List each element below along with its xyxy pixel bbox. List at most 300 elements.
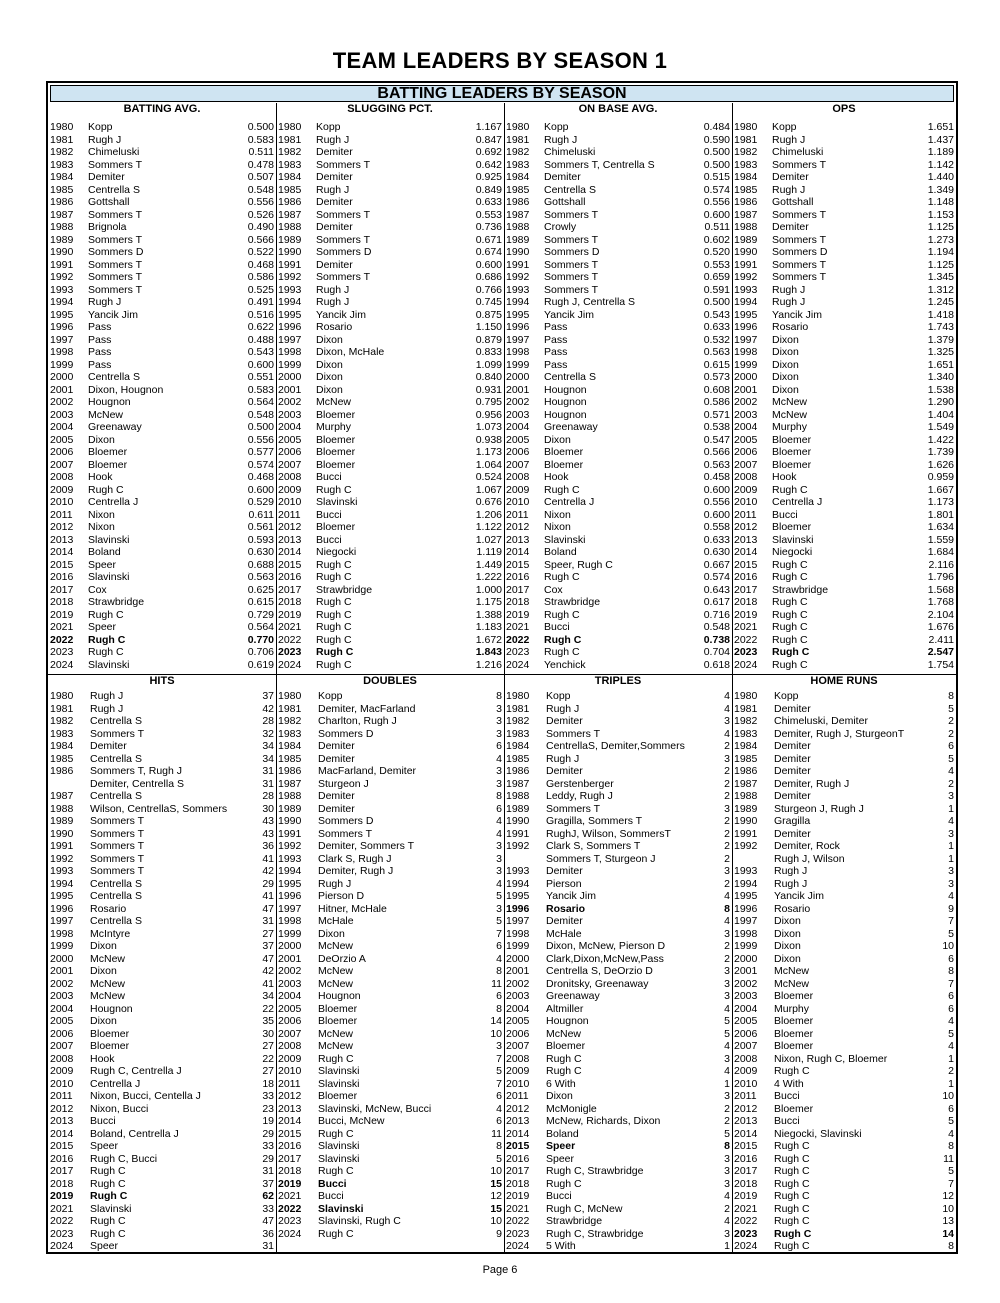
leader-row	[48, 371, 276, 384]
year-cell: 2007	[278, 1027, 302, 1040]
value-cell: 0.738	[703, 633, 730, 646]
player-cell: Chimeluski	[88, 146, 140, 158]
player-cell: McHale	[546, 927, 582, 940]
leader-row	[48, 184, 276, 197]
player-cell: McIntyre	[90, 927, 131, 940]
leader-row	[48, 421, 276, 434]
leader-row	[504, 121, 732, 134]
player-cell: Rosario	[546, 902, 586, 915]
player-cell: Chimeluski	[772, 146, 824, 158]
player-cell: Strawbridge	[316, 583, 373, 596]
value-cell: 5	[948, 927, 954, 940]
year-cell: 2001	[50, 965, 74, 977]
leader-row	[504, 1015, 732, 1028]
player-cell: Brignola	[88, 221, 127, 233]
leader-row	[48, 321, 276, 334]
leader-row	[48, 596, 276, 609]
leader-row	[48, 1103, 276, 1116]
leader-row	[276, 753, 504, 766]
year-cell: 1980	[506, 690, 530, 702]
value-cell: 34	[262, 990, 274, 1002]
year-cell: 2013	[50, 533, 74, 546]
player-cell: Demiter, Centrella S	[90, 777, 184, 790]
year-cell: 2008	[734, 471, 758, 483]
leader-row	[48, 521, 276, 534]
value-cell: 0.633	[475, 196, 502, 208]
player-cell: Pierson	[546, 877, 582, 890]
year-cell: 2004	[506, 1002, 530, 1015]
value-cell: 4	[948, 1015, 954, 1027]
leader-row	[504, 965, 732, 978]
player-cell: Gottshall	[772, 196, 814, 208]
year-cell: 2003	[506, 990, 530, 1002]
player-cell: Sommers T	[90, 865, 145, 877]
leader-row	[732, 1215, 956, 1228]
value-cell: 0.556	[247, 196, 274, 208]
player-cell: Demiter, Rugh J, SturgeonT	[774, 727, 905, 740]
leader-row	[48, 703, 276, 716]
player-cell: Bucci	[316, 533, 342, 546]
leader-row	[276, 1053, 504, 1066]
year-cell: 1984	[734, 740, 758, 752]
value-cell: 0.564	[247, 396, 274, 408]
player-cell: Rugh C	[90, 1165, 126, 1177]
year-cell: 2007	[50, 1040, 74, 1052]
player-cell: Bucci, McNew	[318, 1115, 385, 1127]
year-cell: 1995	[734, 890, 758, 902]
year-cell: 2013	[734, 1115, 758, 1127]
value-cell: 0.630	[247, 546, 274, 558]
value-cell: 8	[948, 1140, 954, 1152]
value-cell: 1.379	[927, 333, 954, 346]
year-cell: 2002	[50, 396, 74, 408]
player-cell: Nixon, Rugh C, Bloemer	[774, 1052, 888, 1065]
leader-row	[732, 1065, 956, 1078]
leader-row	[732, 865, 956, 878]
leader-row	[732, 1240, 956, 1253]
value-cell: 3	[724, 1090, 730, 1102]
player-cell: Demiter	[772, 171, 809, 183]
year-cell: 1998	[734, 346, 758, 358]
year-cell: 1996	[506, 321, 530, 333]
year-cell: 2011	[50, 508, 73, 521]
leader-row	[732, 159, 956, 172]
year-cell: 1982	[734, 715, 758, 727]
leader-row	[732, 171, 956, 184]
value-cell: 4	[724, 1002, 730, 1015]
player-cell: Demiter, Rock	[774, 840, 840, 852]
leader-row	[48, 134, 276, 147]
hits-panel	[48, 675, 276, 1253]
value-cell: 10	[490, 1215, 502, 1227]
year-cell: 2018	[734, 1177, 758, 1190]
value-cell: 30	[262, 802, 274, 815]
year-cell: 2016	[734, 1152, 758, 1165]
leader-row	[504, 184, 732, 197]
leader-row	[276, 321, 504, 334]
value-cell: 3	[496, 1040, 502, 1052]
player-cell: Rugh C, Strawbridge	[546, 1227, 644, 1240]
leader-row	[732, 121, 956, 134]
leader-row	[732, 571, 956, 584]
value-cell: 6	[496, 940, 502, 952]
player-cell: Bloemer	[546, 1040, 586, 1052]
year-cell: 1994	[50, 296, 74, 308]
value-cell: 0.617	[703, 596, 730, 608]
player-cell: Murphy	[316, 421, 352, 433]
value-cell: 31	[262, 915, 274, 927]
value-cell: 4	[496, 952, 502, 965]
leader-row	[48, 446, 276, 459]
player-cell: Hougnon	[544, 396, 587, 408]
value-cell: 37	[262, 690, 274, 702]
player-cell: Rugh C	[90, 1190, 128, 1202]
leader-row	[276, 865, 504, 878]
leader-row	[276, 134, 504, 147]
year-cell: 2014	[278, 546, 302, 558]
leader-row	[48, 1203, 276, 1216]
value-cell: 0.553	[703, 258, 730, 271]
year-cell: 2007	[506, 458, 530, 471]
leader-row	[504, 271, 732, 284]
year-cell: 1981	[734, 702, 758, 715]
player-cell: Demiter	[774, 790, 811, 802]
leader-row	[504, 146, 732, 159]
year-cell: 1990	[50, 246, 74, 258]
leader-row	[276, 484, 504, 497]
value-cell: 8	[496, 790, 502, 802]
leader-row	[504, 1028, 732, 1041]
player-cell: Centrella S	[90, 715, 142, 727]
year-cell: 2011	[734, 1090, 757, 1102]
leader-row	[504, 1040, 732, 1053]
player-cell: Yancik Jim	[316, 308, 366, 321]
value-cell: 1.345	[927, 271, 954, 283]
year-cell: 2003	[278, 408, 302, 421]
batting-leaders-table	[46, 81, 958, 1254]
player-cell: Greenaway	[546, 990, 600, 1002]
year-cell: 1985	[50, 752, 74, 765]
leader-row	[276, 646, 504, 659]
value-cell: 0.659	[703, 271, 730, 283]
year-cell: 1989	[50, 815, 74, 827]
value-cell: 3	[948, 877, 954, 890]
leader-row	[504, 840, 732, 853]
value-cell: 1.067	[475, 483, 502, 496]
value-cell: 0.574	[247, 458, 274, 471]
year-cell: 1989	[278, 233, 302, 246]
year-cell: 2009	[734, 483, 758, 496]
player-cell: Demiter	[772, 221, 809, 233]
year-cell: 2021	[278, 621, 302, 633]
leader-row	[504, 434, 732, 447]
value-cell: 3	[724, 1177, 730, 1190]
leader-row	[504, 521, 732, 534]
year-cell: 2022	[506, 1215, 530, 1227]
player-cell: Slavinski	[318, 1202, 364, 1215]
year-cell: 1991	[278, 827, 302, 840]
player-cell: Rugh C	[318, 1052, 354, 1065]
year-cell: 1989	[734, 802, 758, 815]
player-cell: Slavinski, Rugh C	[318, 1215, 401, 1227]
leader-row	[276, 878, 504, 891]
leader-row	[276, 1190, 504, 1203]
value-cell: 5	[496, 1065, 502, 1077]
leader-row	[732, 778, 956, 791]
leader-row	[276, 815, 504, 828]
leader-row	[48, 209, 276, 222]
value-cell: 10	[490, 1027, 502, 1040]
leader-row	[732, 890, 956, 903]
value-cell: 0.686	[475, 271, 502, 283]
player-cell: Pass	[88, 333, 112, 346]
year-cell: 1989	[278, 802, 302, 815]
leader-row	[732, 928, 956, 941]
year-cell: 1982	[506, 715, 530, 727]
player-cell: Rugh J	[546, 702, 580, 715]
year-cell: 1993	[506, 865, 530, 877]
player-cell: Rugh C	[772, 558, 808, 571]
value-cell: 0.583	[247, 133, 274, 146]
year-cell: 2005	[506, 1015, 530, 1027]
year-cell: 2008	[734, 1052, 758, 1065]
year-cell: 2013	[506, 533, 530, 546]
value-cell: 4	[724, 1190, 730, 1202]
player-cell: Bucci	[90, 1115, 116, 1127]
year-cell: 2004	[278, 990, 302, 1002]
leader-row	[276, 1103, 504, 1116]
year-cell: 1996	[734, 321, 758, 333]
section-banner: BATTING LEADERS BY SEASON	[50, 85, 954, 102]
leader-row	[732, 659, 956, 672]
player-cell: Rugh C	[88, 646, 124, 658]
year-cell: 1984	[506, 740, 530, 752]
year-cell: 2001	[506, 965, 530, 977]
player-cell: Rugh C	[90, 1227, 126, 1240]
value-cell: 29	[262, 1127, 274, 1140]
player-cell: Rugh J	[772, 296, 806, 308]
value-cell: 0.524	[475, 471, 502, 483]
player-cell: Rugh C	[88, 483, 124, 496]
value-cell: 10	[942, 1090, 954, 1102]
year-cell: 2021	[278, 1190, 302, 1202]
leader-row	[276, 1153, 504, 1166]
player-cell: Slavinski	[88, 533, 130, 546]
player-cell: Pass	[88, 321, 112, 333]
player-cell: Rosario	[772, 321, 809, 333]
year-cell: 1985	[734, 183, 758, 196]
leader-row	[48, 840, 276, 853]
year-cell: 2011	[506, 1090, 529, 1102]
leader-row	[276, 209, 504, 222]
slugging-pct-panel	[276, 103, 504, 675]
leader-row	[504, 346, 732, 359]
leader-row	[276, 584, 504, 597]
year-cell: 1993	[50, 283, 74, 296]
leader-row	[48, 940, 276, 953]
player-cell: Dixon	[546, 1090, 573, 1102]
leader-row	[732, 1090, 956, 1103]
value-cell: 1.801	[927, 508, 954, 521]
value-cell: 5	[948, 1165, 954, 1177]
leader-row	[48, 1003, 276, 1016]
year-cell: 2006	[278, 446, 302, 458]
value-cell: 1.422	[927, 433, 954, 446]
player-cell: Dixon	[544, 433, 571, 446]
value-cell: 3	[724, 715, 730, 727]
leader-row	[732, 940, 956, 953]
year-cell: 1991	[278, 258, 302, 271]
value-cell: 0.674	[475, 246, 502, 258]
player-cell: Greenaway	[544, 421, 598, 433]
leader-row	[48, 659, 276, 672]
leader-row	[48, 690, 276, 703]
value-cell: 3	[496, 865, 502, 877]
value-cell: 2	[724, 790, 730, 802]
player-cell: Chimeluski, Demiter	[774, 715, 868, 727]
player-cell: Dixon	[88, 433, 115, 446]
value-cell: 1.796	[927, 571, 954, 583]
year-cell: 1996	[50, 902, 74, 915]
player-cell: Rugh J	[90, 702, 124, 715]
leader-row	[48, 634, 276, 647]
year-cell: 2011	[50, 1090, 73, 1102]
value-cell: 10	[942, 940, 954, 952]
year-cell: 2015	[50, 1140, 74, 1152]
value-cell: 8	[724, 1140, 730, 1152]
leader-row	[276, 728, 504, 741]
value-cell: 5	[496, 1152, 502, 1165]
player-cell: Leddy, Rugh J	[546, 790, 613, 802]
player-cell: Rugh C	[316, 596, 352, 608]
year-cell: 2007	[50, 458, 74, 471]
year-cell: 2016	[278, 571, 302, 583]
player-cell: Demiter	[774, 765, 811, 777]
player-cell: Dixon	[774, 927, 801, 940]
player-cell: McNew	[772, 408, 808, 421]
player-cell: Yancik Jim	[544, 308, 594, 321]
year-cell: 2001	[506, 383, 530, 396]
value-cell: 0.600	[475, 258, 502, 271]
player-cell: Centrella S	[90, 790, 142, 802]
year-cell: 1981	[278, 133, 302, 146]
value-cell: 11	[943, 1152, 954, 1165]
player-cell: Niegocki, Slavinski	[774, 1127, 862, 1140]
year-cell: 1986	[506, 196, 530, 208]
leader-row	[276, 1140, 504, 1153]
leader-row	[732, 790, 956, 803]
leader-row	[732, 459, 956, 472]
year-cell: 1986	[278, 196, 302, 208]
year-cell: 2017	[506, 1165, 530, 1177]
player-cell: Rugh J	[774, 865, 808, 877]
value-cell: 28	[262, 715, 274, 727]
player-cell: Rugh C	[88, 608, 124, 621]
year-cell: 2002	[278, 965, 302, 977]
value-cell: 0.602	[703, 233, 730, 246]
year-cell: 1993	[734, 283, 758, 296]
year-cell: 2002	[278, 396, 302, 408]
player-cell: Rugh J	[774, 877, 808, 890]
player-cell: Rugh J, Centrella S	[544, 296, 636, 308]
leader-row	[732, 196, 956, 209]
player-cell: Rugh J	[772, 283, 806, 296]
value-cell: 0.849	[475, 183, 502, 196]
year-cell: 2004	[278, 421, 302, 433]
year-cell: 1994	[506, 296, 530, 308]
player-cell: Demiter	[316, 146, 353, 158]
leader-row	[732, 978, 956, 991]
player-cell: Bloemer	[544, 446, 584, 458]
leader-row	[504, 134, 732, 147]
value-cell: 33	[262, 1202, 274, 1215]
player-cell: Bloemer	[90, 1027, 130, 1040]
year-cell: 1981	[734, 133, 758, 146]
player-cell: Bloemer	[316, 458, 356, 471]
year-cell: 2005	[50, 1015, 74, 1027]
year-cell: 2015	[278, 558, 302, 571]
value-cell: 1.142	[927, 158, 954, 171]
year-cell: 1983	[734, 727, 758, 740]
year-cell: 2023	[734, 646, 758, 658]
year-cell: 2024	[278, 658, 302, 671]
value-cell: 1.449	[475, 558, 502, 571]
value-cell: 0.500	[247, 121, 274, 133]
leader-list	[276, 121, 504, 671]
leader-row	[276, 409, 504, 422]
leader-row	[276, 246, 504, 259]
leader-row	[48, 296, 276, 309]
year-cell: 1995	[278, 877, 302, 890]
year-cell: 1999	[506, 358, 530, 371]
player-cell: Dixon	[90, 1015, 117, 1027]
year-cell: 2010	[734, 1077, 758, 1090]
year-cell: 2021	[506, 621, 530, 633]
year-cell: 1997	[506, 333, 530, 346]
year-cell: 1994	[506, 877, 530, 890]
player-cell: Kopp	[544, 121, 569, 133]
value-cell: 3	[724, 1165, 730, 1177]
leader-row	[48, 171, 276, 184]
year-cell: 2016	[734, 571, 758, 583]
leader-row	[732, 271, 956, 284]
value-cell: 6	[496, 802, 502, 815]
year-cell: 2001	[278, 383, 302, 396]
year-cell: 2022	[734, 1215, 758, 1227]
value-cell: 1	[948, 840, 954, 852]
player-cell: Demiter	[316, 196, 353, 208]
player-cell: Bloemer	[772, 521, 812, 533]
value-cell: 0.625	[247, 583, 274, 596]
value-cell: 0.618	[703, 658, 730, 671]
value-cell: 0.600	[247, 358, 274, 371]
player-cell: Demiter	[88, 171, 125, 183]
value-cell: 0.586	[703, 396, 730, 408]
player-cell: Bucci	[318, 1190, 344, 1202]
leader-row	[276, 521, 504, 534]
year-cell: 1982	[50, 715, 74, 727]
year-cell: 2023	[50, 1227, 74, 1240]
player-cell: Niegocki	[772, 546, 813, 558]
value-cell: 1.173	[475, 446, 502, 458]
year-cell: 1995	[734, 308, 758, 321]
player-cell: Sommers T	[88, 158, 143, 171]
player-cell: Rugh C	[774, 1140, 810, 1152]
value-cell: 0.561	[247, 521, 274, 533]
player-cell: Sommers T	[544, 283, 599, 296]
leader-row	[732, 396, 956, 409]
leader-row	[276, 890, 504, 903]
